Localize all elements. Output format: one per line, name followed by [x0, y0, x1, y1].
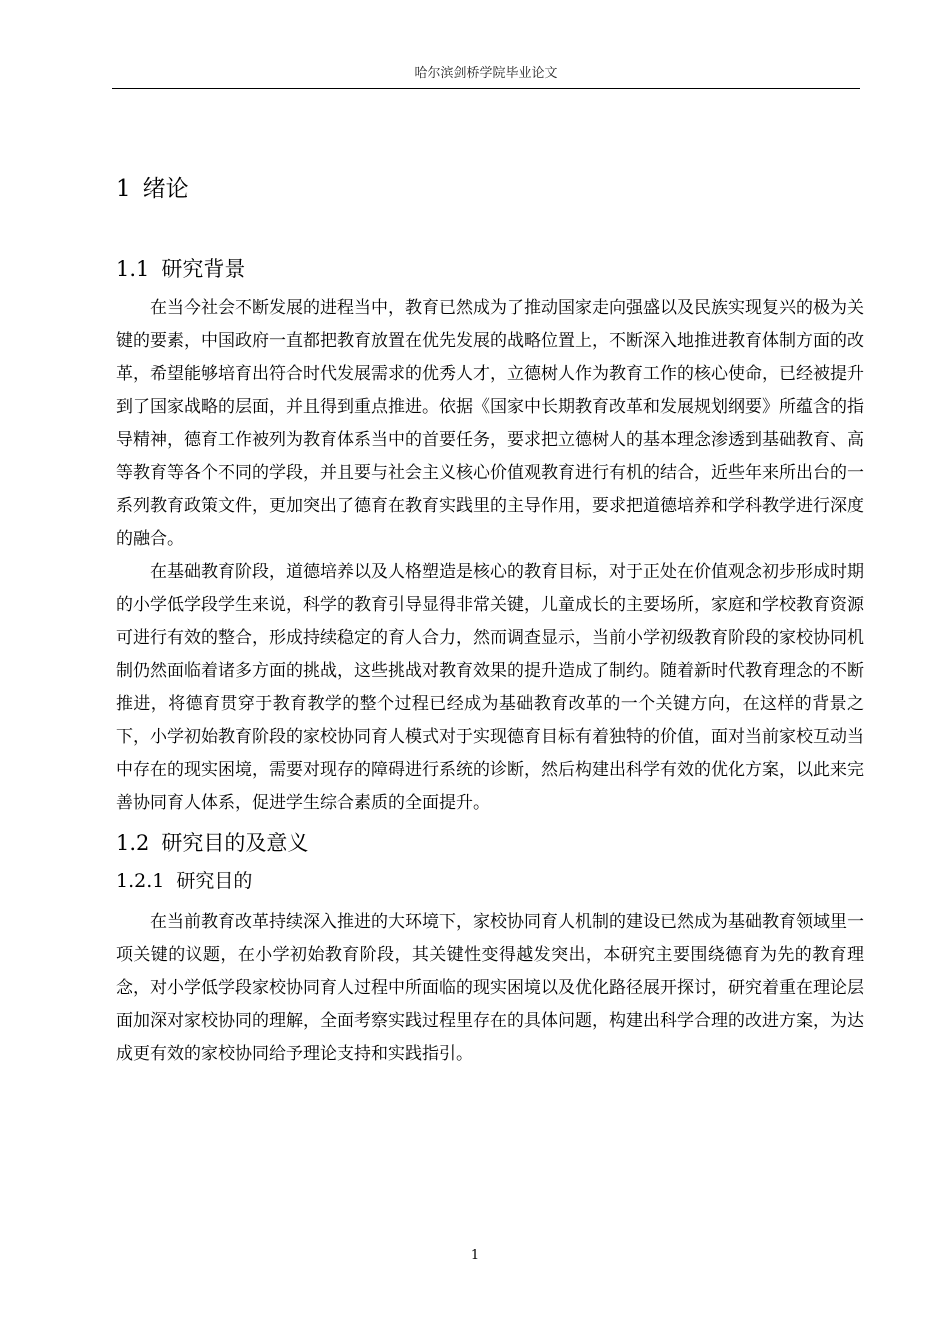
chapter-number: 1: [116, 176, 131, 202]
section-title: 研究目的及意义: [161, 831, 309, 855]
running-header: 哈尔滨剑桥学院毕业论文: [414, 66, 558, 81]
section-number: 1.1: [116, 257, 150, 281]
section-number: 1.2: [116, 831, 150, 855]
subsection-heading-1-2-1: [116, 866, 864, 896]
header-rule: [112, 88, 860, 89]
paragraph: 在当前教育改革持续深入推进的大环境下，家校协同育人机制的建设已然成为基础教育领域里一项关键的议题，在小学初始教育阶段，其关键性变得越发突出，本研究主要围绕德育为先的教育理念，对小学低学段家校协同育人过程中所面临的现实困境以及优化路径展开探讨，研究着重在理论层面加深对家校协同的理解，全面考察实践过程里存在的具体问题，构建出科学合理的改进方案，为达成更有效的家校协同给予理论支持和实践指引。: [116, 912, 864, 1064]
section-heading-1-1: [116, 252, 864, 286]
page-content: [116, 170, 864, 1071]
subsection-title: 研究目的: [176, 870, 253, 892]
page-number: 1: [470, 1248, 480, 1263]
section-title: 研究背景: [161, 257, 246, 281]
section-heading-1-2: [116, 826, 864, 860]
paragraph: 在基础教育阶段，道德培养以及人格塑造是核心的教育目标，对于正处在价值观念初步形成时期的小学低学段学生来说，科学的教育引导显得非常关键，儿童成长的主要场所，家庭和学校教育资源可进行有效的整合，形成持续稳定的育人合力，然而调查显示，当前小学初级教育阶段的家校协同机制仍然面临着诸多方面的挑战，这些挑战对教育效果的提升造成了制约。随着新时代教育理念的不断推进，将德育贯穿于教育教学的整个过程已经成为基础教育改革的一个关键方向，在这样的背景之下，小学初始教育阶段的家校协同育人模式对于实现德育目标有着独特的价值，面对当前家校互动当中存在的现实困境，需要对现存的障碍进行系统的诊断，然后构建出科学有效的优化方案，以此来完善协同育人体系，促进学生综合素质的全面提升。: [116, 562, 864, 813]
chapter-heading: [116, 170, 864, 208]
paragraph: 在当今社会不断发展的进程当中，教育已然成为了推动国家走向强盛以及民族实现复兴的极为关键的要素，中国政府一直都把教育放置在优先发展的战略位置上，不断深入地推进教育体制方面的改革，希望能够培育出符合时代发展需求的优秀人才，立德树人作为教育工作的核心使命，已经被提升到了国家战略的层面，并且得到重点推进。依据《国家中长期教育改革和发展规划纲要》所蕴含的指导精神，德育工作被列为教育体系当中的首要任务，要求把立德树人的基本理念渗透到基础教育、高等教育等各个不同的学段，并且要与社会主义核心价值观教育进行有机的结合，近些年来所出台的一系列教育政策文件，更加突出了德育在教育实践里的主导作用，要求把道德培养和学科教学进行深度的融合。: [116, 298, 864, 549]
chapter-title: 绪论: [142, 176, 189, 202]
subsection-number: 1.2.1: [116, 870, 165, 892]
